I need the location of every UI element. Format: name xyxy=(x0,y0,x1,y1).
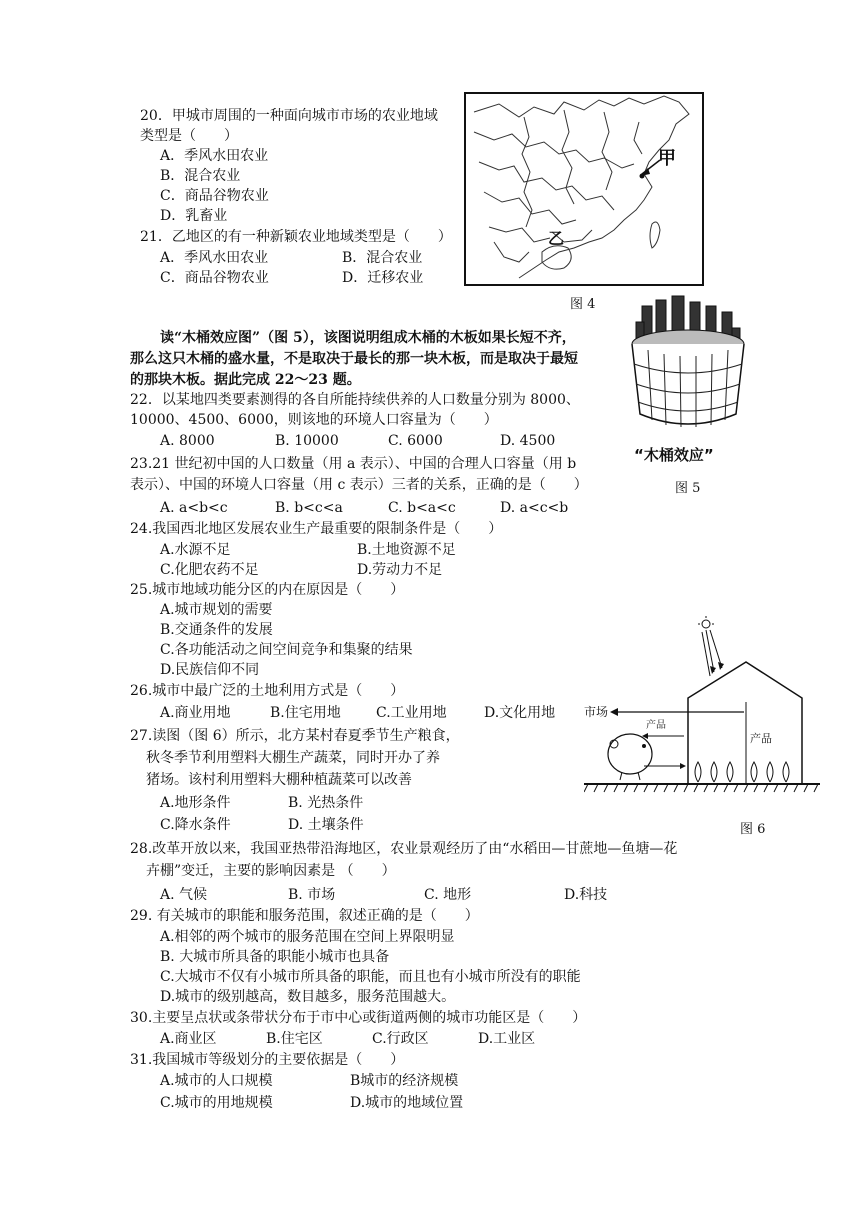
q21-option-b: B．混合农业 xyxy=(342,250,423,266)
q24-option-a: A.水源不足 xyxy=(160,542,231,558)
intro-line2: 那么这只木桶的盛水量，不是取决于最长的那一块木板，而是取决于最短 xyxy=(130,351,578,367)
q26-stem: 26.城市中最广泛的土地利用方式是（ ） xyxy=(130,683,405,699)
q29-option-a: A.相邻的两个城市的服务范围在空间上界限明显 xyxy=(160,929,455,945)
q25-option-d: D.民族信仰不同 xyxy=(160,662,260,678)
q31-option-b: B城市的经济规模 xyxy=(350,1073,459,1089)
figure-5-title: “木桶效应” xyxy=(634,446,714,464)
q24-stem: 24.我国西北地区发展农业生产最重要的限制条件是（ ） xyxy=(130,521,503,537)
q28-option-c: C. 地形 xyxy=(424,887,472,903)
q25-option-c: C.各功能活动之间空间竞争和集聚的结果 xyxy=(160,642,413,658)
q24-option-c: C.化肥农药不足 xyxy=(160,562,259,578)
q29-option-b: B. 大城市所具备的职能小城市也具备 xyxy=(160,949,390,965)
q26-option-c: C.工业用地 xyxy=(376,705,447,721)
q21-option-a: A．季风水田农业 xyxy=(160,250,269,266)
q27-option-a: A.地形条件 xyxy=(160,795,231,811)
q28-stem-line1: 28.改革开放以来，我国亚热带沿海地区，农业景观经历了由“水稻田—甘蔗地—鱼塘—花 xyxy=(130,841,678,857)
q22-option-d: D. 4500 xyxy=(500,433,556,449)
q31-option-a: A.城市的人口规模 xyxy=(160,1073,273,1089)
q30-stem: 30.主要呈点状或条带状分布于市中心或街道两侧的城市功能区是（ ） xyxy=(130,1010,587,1026)
q27-option-b: B. 光热条件 xyxy=(288,795,364,811)
q28-option-a: A. 气候 xyxy=(160,887,208,903)
q23-stem-line1: 23.21 世纪初中国的人口数量（用 a 表示）、中国的合理人口容量（用 b xyxy=(130,456,577,472)
q23-option-b: B. b<c<a xyxy=(275,500,343,516)
q21-option-c: C．商品谷物农业 xyxy=(160,270,269,286)
q30-option-d: D.工业区 xyxy=(478,1031,536,1047)
q21-option-d: D．迁移农业 xyxy=(342,270,424,286)
q22-stem-line2: 10000、4500、6000，则该地的环境人口容量为（ ） xyxy=(130,412,498,428)
q30-option-c: C.行政区 xyxy=(372,1031,429,1047)
q27-line1: 27.读图（图 6）所示，北方某村春夏季节生产粮食， xyxy=(130,728,460,744)
q31-option-d: D.城市的地域位置 xyxy=(350,1095,464,1111)
q29-option-d: D.城市的级别越高，数目越多，服务范围越大。 xyxy=(160,989,456,1005)
intro-line3: 的那块木板。据此完成 22～23 题。 xyxy=(130,372,361,388)
q29-stem: 29. 有关城市的职能和服务范围，叙述正确的是（ ） xyxy=(130,908,479,924)
intro-line1: 读“木桶效应图”（图 5），该图说明组成木桶的木板如果长短不齐， xyxy=(160,330,576,346)
q26-option-a: A.商业用地 xyxy=(160,705,231,721)
q25-stem: 25.城市地域功能分区的内在原因是（ ） xyxy=(130,582,405,598)
q27-option-d: D. 土壤条件 xyxy=(288,817,364,833)
q26-option-b: B.住宅用地 xyxy=(270,705,341,721)
q22-option-c: C. 6000 xyxy=(388,433,443,449)
q30-option-b: B.住宅区 xyxy=(266,1031,323,1047)
q22-stem-line1: 22．以某地四类要素测得的各自所能持续供养的人口数量分别为 8000、 xyxy=(130,392,580,408)
q23-option-c: C. b<a<c xyxy=(388,500,456,516)
q27-line2: 秋冬季节利用塑料大棚生产蔬菜，同时开办了养 xyxy=(146,750,440,766)
q23-option-a: A. a<b<c xyxy=(160,500,228,516)
q20-option-b: B．混合农业 xyxy=(160,168,241,184)
q20-stem-line1: 20．甲城市周围的一种面向城市市场的农业地域 xyxy=(140,108,438,124)
figure-5-caption: 图 5 xyxy=(675,481,701,496)
q22-option-a: A. 8000 xyxy=(160,433,215,449)
q29-option-c: C.大城市不仅有小城市所具备的职能，而且也有小城市所没有的职能 xyxy=(160,969,581,985)
q26-option-d: D.文化用地 xyxy=(484,705,556,721)
q23-stem-line2: 表示）、中国的环境人口容量（用 c 表示）三者的关系，正确的是（ ） xyxy=(130,477,588,493)
q31-stem: 31.我国城市等级划分的主要依据是（ ） xyxy=(130,1052,405,1068)
figure-6-greenhouse xyxy=(584,616,820,806)
q22-option-b: B. 10000 xyxy=(275,433,339,449)
q20-option-c: C．商品谷物农业 xyxy=(160,188,269,204)
q28-option-d: D.科技 xyxy=(564,887,608,903)
q30-option-a: A.商业区 xyxy=(160,1031,217,1047)
q21-stem: 21．乙地区的有一种新颖农业地域类型是（ ） xyxy=(140,229,452,245)
figure-4-map xyxy=(464,92,704,286)
figure-6-market-label: 市场 xyxy=(584,705,609,719)
q20-stem-line2: 类型是（ ） xyxy=(140,128,238,144)
q23-option-d: D. a<c<b xyxy=(500,500,569,516)
q28-option-b: B. 市场 xyxy=(288,887,336,903)
q25-option-b: B.交通条件的发展 xyxy=(160,622,273,638)
q20-option-d: D．乳畜业 xyxy=(160,208,228,224)
figure-6-caption: 图 6 xyxy=(740,822,766,837)
q27-option-c: C.降水条件 xyxy=(160,817,231,833)
figure-6-product-label-1: 产品 xyxy=(646,720,666,731)
q24-option-b: B.土地资源不足 xyxy=(357,542,456,558)
q25-option-a: A.城市规划的需要 xyxy=(160,602,273,618)
figure-4-caption: 图 4 xyxy=(570,297,596,312)
q20-option-a: A．季风水田农业 xyxy=(160,148,269,164)
figure-4-label-yi: 乙 xyxy=(548,229,565,248)
figure-6-product-label-2: 产品 xyxy=(750,732,772,745)
figure-4-label-jia: 甲 xyxy=(658,148,676,169)
q28-stem-line2: 卉棚”变迁，主要的影响因素是 （ ） xyxy=(146,863,396,879)
q24-option-d: D.劳动力不足 xyxy=(357,562,443,578)
q31-option-c: C.城市的用地规模 xyxy=(160,1095,273,1111)
q27-line3: 猪场。该村利用塑料大棚种植蔬菜可以改善 xyxy=(146,772,412,788)
figure-5-barrel xyxy=(620,292,760,472)
